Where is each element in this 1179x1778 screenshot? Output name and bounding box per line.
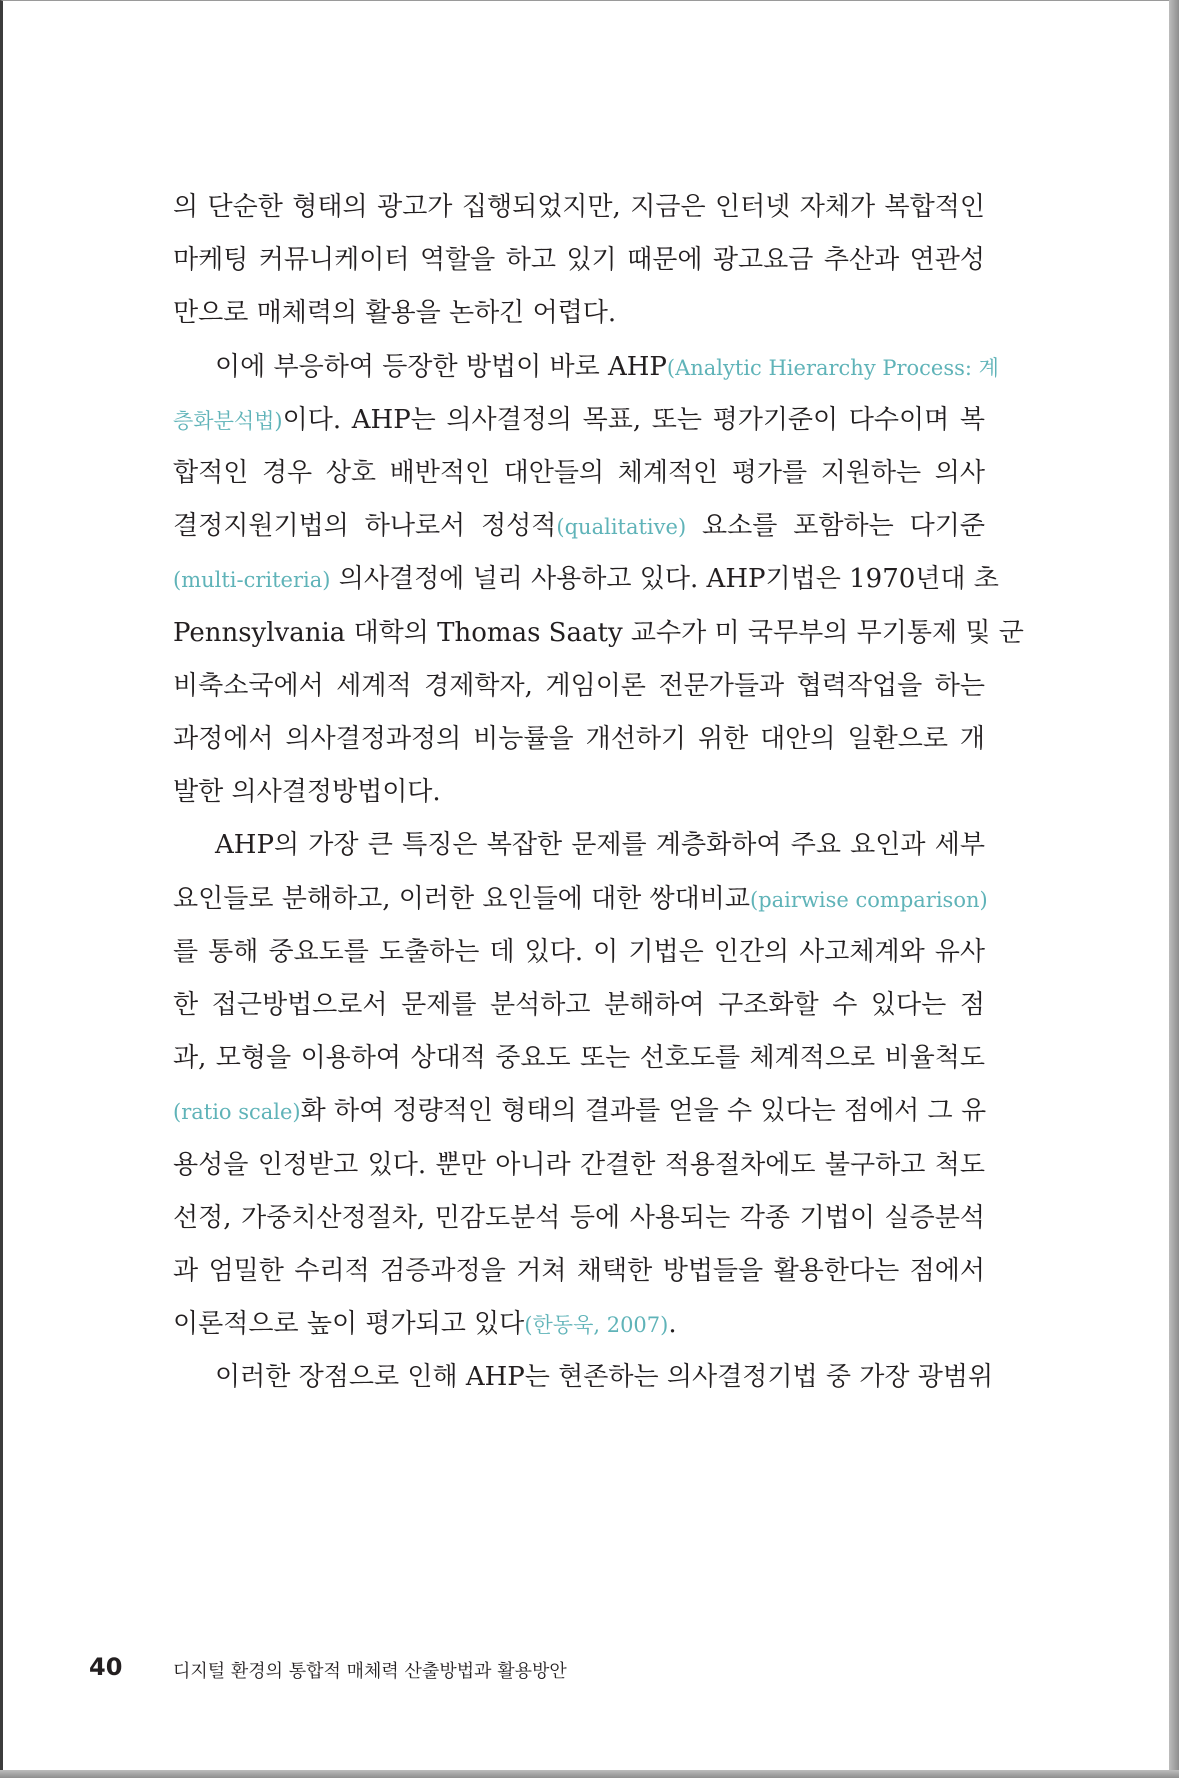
text-line	[173, 293, 985, 333]
text-segment: 이에 부응하여 등장한 방법이 바로 AHP	[215, 351, 667, 382]
text-line	[173, 453, 985, 493]
text-segment: 과, 모형을 이용하여 상대적 중요도 또는 선호도를 체계적으로 비율척도	[173, 1043, 985, 1074]
text-segment: 합적인 경우 상호 배반적인 대안들의 체계적인 평가를 지원하는 의사	[173, 458, 985, 488]
text-segment: 한 접근방법으로서 문제를 분석하고 분해하여 구조화할 수 있다는 점	[173, 990, 985, 1020]
text-segment: 과 엄밀한 수리적 검증과정을 거쳐 채택한 방법들을 활용한다는 점에서	[173, 1256, 985, 1286]
text-line	[173, 1304, 985, 1344]
english-annotation: (multi-criteria)	[173, 568, 331, 593]
text-line	[173, 1145, 985, 1185]
text-line	[173, 347, 999, 387]
text-line	[173, 240, 985, 280]
text-line	[173, 666, 985, 706]
english-annotation: (pairwise comparison)	[750, 887, 988, 912]
text-segment: 이러한 장점으로 인해 AHP는 현존하는 의사결정기법 중 가장 광범위	[215, 1362, 994, 1393]
text-segment: 의사결정에 널리 사용하고 있다. AHP기법은 1970년대 초	[330, 564, 999, 595]
text-line	[173, 613, 1024, 653]
text-segment: AHP의 가장 큰 특징은 복잡한 문제를 계층화하여 주요 요인과 세부	[215, 830, 985, 861]
text-segment: 만으로 매체력의 활용을 논하긴 어렵다.	[173, 298, 617, 329]
english-annotation: (한동욱, 2007)	[524, 1313, 669, 1338]
text-line	[173, 879, 988, 919]
text-segment: 이다. AHP는 의사결정의 목표, 또는 평가기준이 다수이며 복	[282, 404, 985, 435]
text-segment: 선정, 가중치산정절차, 민감도분석 등에 사용되는 각종 기법이 실증분석	[173, 1202, 985, 1233]
text-line	[173, 187, 985, 227]
page-number: 40	[89, 1653, 123, 1681]
running-footer-title: 디지털 환경의 통합적 매체력 산출방법과 활용방안	[173, 1661, 567, 1682]
text-segment: 이론적으로 높이 평가되고 있다	[173, 1309, 525, 1340]
text-line	[173, 1198, 985, 1238]
text-line	[173, 559, 999, 599]
text-segment: 마케팅 커뮤니케이터 역할을 하고 있기 때문에 광고요금 추산과 연관성	[173, 245, 985, 276]
text-line	[173, 932, 985, 972]
text-line	[173, 1091, 985, 1131]
english-annotation: (Analytic Hierarchy Process: 계	[666, 355, 999, 380]
text-line	[173, 719, 985, 759]
english-annotation: (qualitative)	[556, 515, 687, 540]
page-edge-bottom	[0, 1770, 1179, 1778]
english-annotation: (ratio scale)	[173, 1100, 301, 1125]
text-segment: Pennsylvania 대학의 Thomas Saaty 교수가 미 국무부의 무기통제 및 군	[173, 617, 1024, 648]
text-line	[173, 1357, 994, 1397]
text-segment: 비축소국에서 세계적 경제학자, 게임이론 전문가들과 협력작업을 하는	[173, 670, 985, 701]
text-line	[173, 400, 985, 440]
text-segment: 결정지원기법의 하나로서 정성적	[173, 511, 557, 542]
text-line	[173, 1251, 985, 1291]
text-line	[173, 1038, 985, 1078]
text-segment: 를 통해 중요도를 도출하는 데 있다. 이 기법은 인간의 사고체계와 유사	[173, 936, 985, 967]
text-segment: .	[668, 1309, 677, 1340]
english-annotation: 층화분석법)	[173, 408, 283, 433]
text-line	[173, 506, 985, 546]
text-line	[173, 985, 985, 1025]
text-segment: 요인들로 분해하고, 이러한 요인들에 대한 쌍대비교	[173, 883, 751, 914]
page-edge-right	[1169, 0, 1179, 1778]
text-line	[173, 772, 985, 812]
text-segment: 과정에서 의사결정과정의 비능률을 개선하기 위한 대안의 일환으로 개	[173, 724, 985, 754]
text-segment: 화 하여 정량적인 형태의 결과를 얻을 수 있다는 점에서 그 유	[300, 1096, 987, 1127]
text-segment: 발한 의사결정방법이다.	[173, 777, 441, 808]
text-segment: 요소를 포함하는 다기준	[686, 511, 985, 542]
text-segment: 용성을 인정받고 있다. 뿐만 아니라 간결한 적용절차에도 불구하고 척도	[173, 1149, 985, 1180]
text-line	[173, 825, 985, 865]
text-segment: 의 단순한 형태의 광고가 집행되었지만, 지금은 인터넷 자체가 복합적인	[173, 192, 985, 222]
